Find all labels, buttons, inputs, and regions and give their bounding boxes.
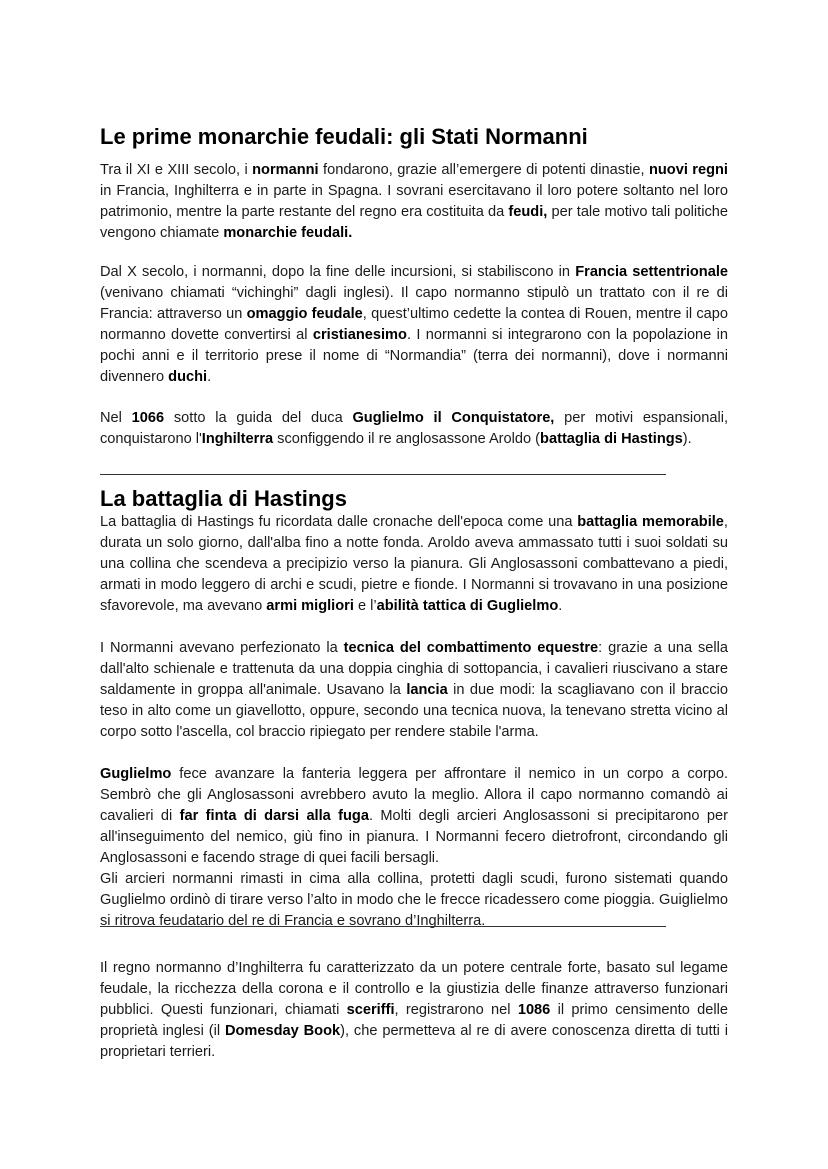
bold-text: battaglia memorabile [577, 514, 724, 530]
paragraph-normandia [100, 262, 728, 388]
bold-text: battaglia di Hastings [540, 431, 683, 447]
bold-text: monarchie feudali. [223, 225, 353, 241]
bold-text: Inghilterra [201, 431, 274, 447]
paragraph-combattimento-equestre [100, 638, 728, 743]
text-run: in due modi: la scagliavano con il braccio teso in alto come un giavellotto, oppure, secondo una tecnica nuova, la tenevano stretta vicino al corpo sotto l'ascella, col braccio ripiegato per rendere stabile l'arma. [100, 682, 728, 740]
bold-text: omaggio feudale [246, 306, 363, 322]
text-run: . I normanni si integrarono con la popolazione in pochi anni e il territorio prese il nome di “Normandia” (terra dei normanni), dove i normanni divennero [100, 327, 728, 385]
bold-text: abilità tattica di Guglielmo [376, 598, 559, 614]
paragraph-arcieri-normanni [100, 869, 728, 932]
text-run: . Molti degli arcieri Anglosassoni si precipitarono per all'inseguimento del nemico, giù fino in pianura. I Normanni fecero dietrofront, circondando gli Anglosassoni e facendo strage di quei facili bersagli. [100, 808, 729, 866]
bold-text: armi migliori [266, 598, 354, 614]
paragraph-nuovi-regni [100, 160, 728, 244]
text-run: fondarono, grazie all’emergere di potenti dinastie, [318, 162, 649, 178]
text-run: . [207, 369, 212, 385]
text-run: , registrarono nel [394, 1002, 518, 1018]
text-run: sconfiggendo il re anglosassone Aroldo ( [273, 431, 541, 447]
text-run: Dal X secolo, i normanni, dopo la fine delle incursioni, si stabiliscono in [100, 264, 576, 280]
bold-text: feudi, [508, 204, 548, 220]
text-run: , durata un solo giorno, dall'alba fino a notte fonda. Aroldo aveva ammassato tutti i suoi soldati su una collina che scendeva a precipizio verso la pianura. Gli Anglosassoni combattevano a piedi, armati in modo leggero di archi e scudi, pietre e fionde. I Normanni si trovavano in una posizione sfavorevole, ma avevano [100, 514, 728, 614]
paragraph-battaglia-memorabile [100, 512, 728, 617]
text-run: ), che permetteva al re di avere conoscenza diretta di tutti i proprietari terrieri. [100, 1023, 728, 1060]
bold-text: tecnica del combattimento equestre [343, 640, 599, 656]
bold-text: 1066 [131, 410, 165, 426]
horizontal-divider [100, 926, 666, 927]
text-run: per motivi espansionali, conquistarono l' [100, 410, 729, 447]
text-run: : grazie a una sella dall'alto schienale e trattenuta da una doppia cinghia di sottopancia, i cavalieri riuscivano a stare saldamente in groppa all'animale. Usavano la [100, 640, 728, 698]
paragraph-domesday-book [100, 958, 728, 1063]
bold-text: Domesday Book [224, 1023, 341, 1039]
text-run: (venivano chiamati “vichinghi” dagli inglesi). Il capo normanno stipulò un trattato con il re di Francia: attraverso un [100, 285, 728, 322]
text-run: Il regno normanno d’Inghilterra fu caratterizzato da un potere centrale forte, basato sul legame feudale, la ricchezza della corona e il controllo e la giustizia delle finanze attraverso funzionari pubblici. Questi funzionari, chiamati [100, 960, 728, 1018]
paragraph-conquista-inghilterra [100, 408, 728, 450]
horizontal-divider [100, 474, 666, 475]
bold-text: sceriffi [346, 1002, 395, 1018]
bold-text: 1086 [517, 1002, 551, 1018]
text-run: e l’ [353, 598, 377, 614]
text-run: Nel [100, 410, 132, 426]
text-run: , quest’ultimo cedette la contea di Rouen, mentre il capo normanno dovette convertirsi al [100, 306, 728, 343]
text-run: . [558, 598, 563, 614]
bold-text: duchi [168, 369, 208, 385]
text-run: Tra il XI e XIII secolo, i [100, 162, 253, 178]
bold-text: nuovi regni [648, 162, 728, 178]
text-run: per tale motivo tali politiche vengono chiamate [100, 204, 728, 241]
bold-text: far finta di darsi alla fuga [179, 808, 369, 824]
section-title-battaglia-hastings: La battaglia di Hastings [100, 486, 347, 511]
text-run: sotto la guida del duca [164, 410, 353, 426]
bold-text: cristianesimo [312, 327, 407, 343]
text-run: fece avanzare la fanteria leggera per affrontare il nemico in un corpo a corpo. Sembrò che gli Anglosassoni avrebbero avuto la meglio. Allora il capo normanno comandò ai cavalieri di [100, 766, 728, 824]
text-run: ). [682, 431, 692, 447]
text-run: I Normanni avevano perfezionato la [100, 640, 344, 656]
bold-text: lancia [406, 682, 448, 698]
text-run: in Francia, Inghilterra e in parte in Spagna. I sovrani esercitavano il loro potere soltanto nel loro patrimonio, mentre la parte restante del regno era costituita da [100, 183, 728, 220]
bold-text: Guglielmo il Conquistatore, [352, 410, 555, 426]
bold-text: normanni [252, 162, 319, 178]
text-run: La battaglia di Hastings fu ricordata dalle cronache dell'epoca come una [100, 514, 578, 530]
bold-text: Guglielmo [100, 766, 172, 782]
text-run: Gli arcieri normanni rimasti in cima alla collina, protetti dagli scudi, furono sistemati quando Guglielmo ordinò di tirare verso l’alto in modo che le frecce ricadessero come pioggia. Guiglielmo si ritrova feudatario del re di Francia e sovrano d’Inghilterra. [100, 871, 728, 929]
text-run: il primo censimento delle proprietà inglesi (il [100, 1002, 728, 1039]
section-title-stati-normanni: Le prime monarchie feudali: gli Stati Normanni [100, 124, 588, 149]
paragraph-finta-fuga [100, 764, 728, 869]
bold-text: Francia settentrionale [575, 264, 728, 280]
